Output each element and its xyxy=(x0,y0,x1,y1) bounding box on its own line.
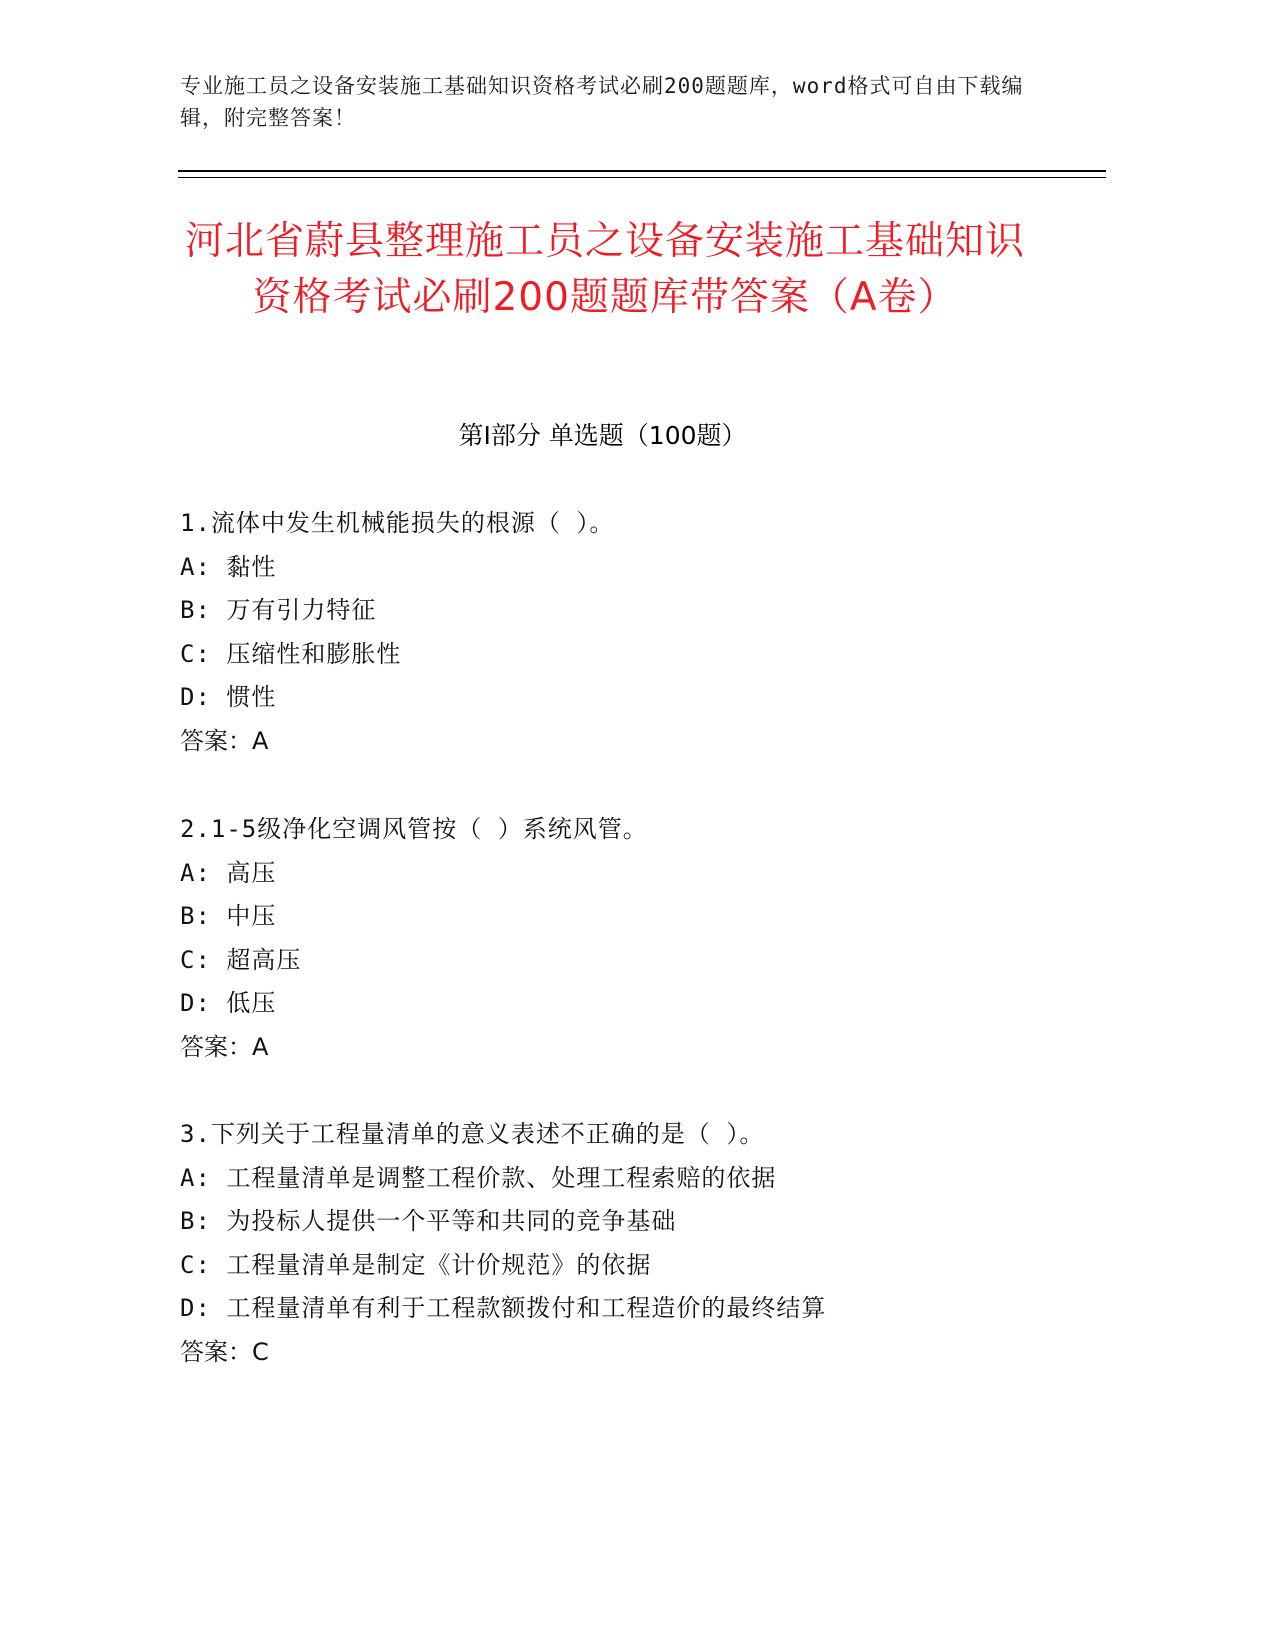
document-header-note: 专业施工员之设备安装施工基础知识资格考试必刷200题题库，word格式可自由下载编辑，附完整答案！ xyxy=(180,74,1024,130)
question-block xyxy=(180,1113,1080,1374)
answer-line: 答案：A xyxy=(180,726,269,755)
option-b: B: 为投标人提供一个平等和共同的竞争基础 xyxy=(180,1207,677,1235)
question-block xyxy=(180,502,1080,763)
option-c: C: 压缩性和膨胀性 xyxy=(180,639,402,668)
question-stem: 1.流体中发生机械能损失的根源（ ）。 xyxy=(180,509,615,537)
option-a: A: 高压 xyxy=(180,858,277,887)
section-heading: 第I部分 单选题（100题） xyxy=(458,421,747,450)
question-block xyxy=(180,808,1080,1069)
option-b: B: 万有引力特征 xyxy=(180,596,377,624)
answer-line: 答案：A xyxy=(180,1032,269,1061)
option-d: D: 工程量清单有利于工程款额拨付和工程造价的最终结算 xyxy=(180,1294,827,1322)
option-d: D: 低压 xyxy=(180,989,277,1017)
option-d: D: 惯性 xyxy=(180,683,277,711)
option-a: A: 黏性 xyxy=(180,552,277,581)
question-stem: 2.1-5级净化空调风管按（ ）系统风管。 xyxy=(180,815,648,843)
option-b: B: 中压 xyxy=(180,902,277,930)
header-divider-thin xyxy=(178,177,1106,178)
option-c: C: 超高压 xyxy=(180,945,302,974)
option-a: A: 工程量清单是调整工程价款、处理工程索赔的依据 xyxy=(180,1163,777,1192)
answer-line: 答案：C xyxy=(180,1337,269,1366)
document-title: 河北省蔚县整理施工员之设备安装施工基础知识资格考试必刷200题题库带答案（A卷） xyxy=(185,219,1026,320)
header-divider-thick xyxy=(178,170,1106,172)
option-c: C: 工程量清单是制定《计价规范》的依据 xyxy=(180,1250,652,1279)
question-stem: 3.下列关于工程量清单的意义表述不正确的是（ ）。 xyxy=(180,1120,765,1148)
